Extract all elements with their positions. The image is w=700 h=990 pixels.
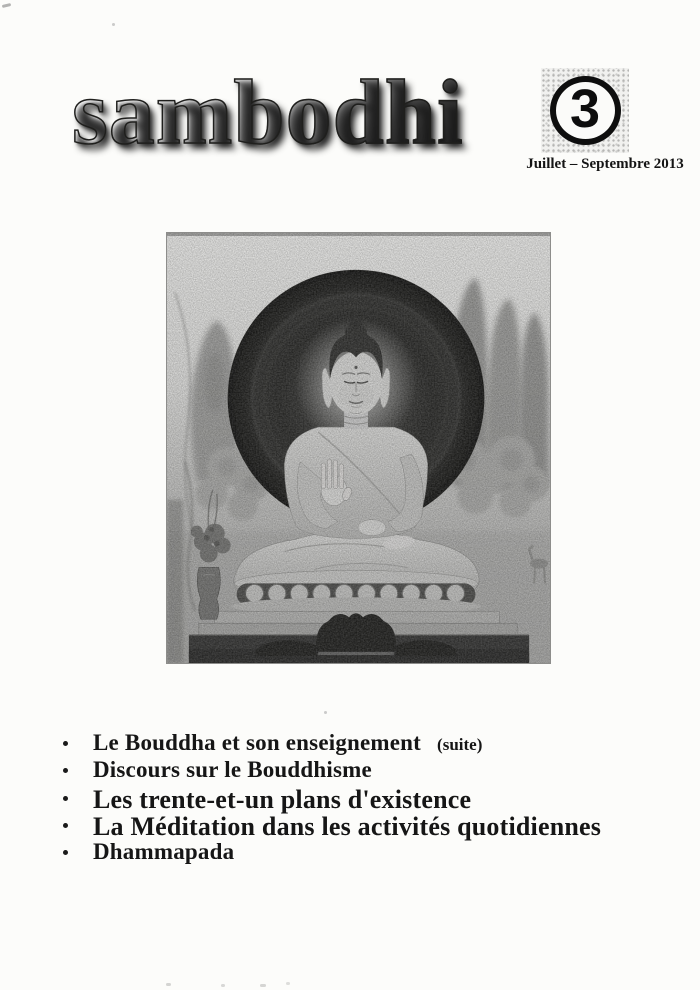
scan-artifact	[2, 3, 11, 8]
contents-item-label: Dhammapada	[93, 839, 235, 865]
contents-item-label: Les trente-et-un plans d'existence	[93, 784, 472, 814]
scan-artifact	[166, 983, 171, 986]
buddha-photo-illustration	[167, 233, 550, 663]
contents-item	[58, 757, 617, 784]
contents-item	[58, 839, 617, 866]
buddha-cover-photo	[166, 232, 551, 664]
bullet-icon	[63, 741, 68, 746]
scan-artifact	[221, 984, 225, 987]
issue-number-badge	[541, 68, 629, 153]
scan-artifact	[260, 984, 266, 987]
contents-item	[58, 812, 617, 839]
issue-number: 3	[569, 78, 601, 139]
bullet-icon	[63, 823, 68, 828]
contents-list	[58, 730, 617, 866]
bullet-icon	[63, 768, 68, 773]
contents-item	[58, 785, 617, 812]
film-grain-light	[167, 233, 550, 663]
bullet-icon	[63, 850, 68, 855]
contents-item-label: Le Bouddha et son enseignement	[93, 730, 422, 755]
contents-item-note: (suite)	[437, 735, 483, 754]
contents-item-label: La Méditation dans les activités quotidiennes	[93, 811, 602, 841]
contents-item-label: Discours sur le Bouddhisme	[93, 757, 372, 783]
bullet-icon	[63, 796, 68, 801]
issue-number-circle	[550, 76, 621, 145]
magazine-title: sambodhi	[72, 61, 464, 163]
issue-date: Juillet – Septembre 2013	[526, 156, 684, 172]
scan-artifact	[324, 711, 327, 714]
scan-artifact	[286, 982, 290, 985]
scan-artifact	[112, 23, 115, 26]
contents-item	[58, 730, 617, 757]
